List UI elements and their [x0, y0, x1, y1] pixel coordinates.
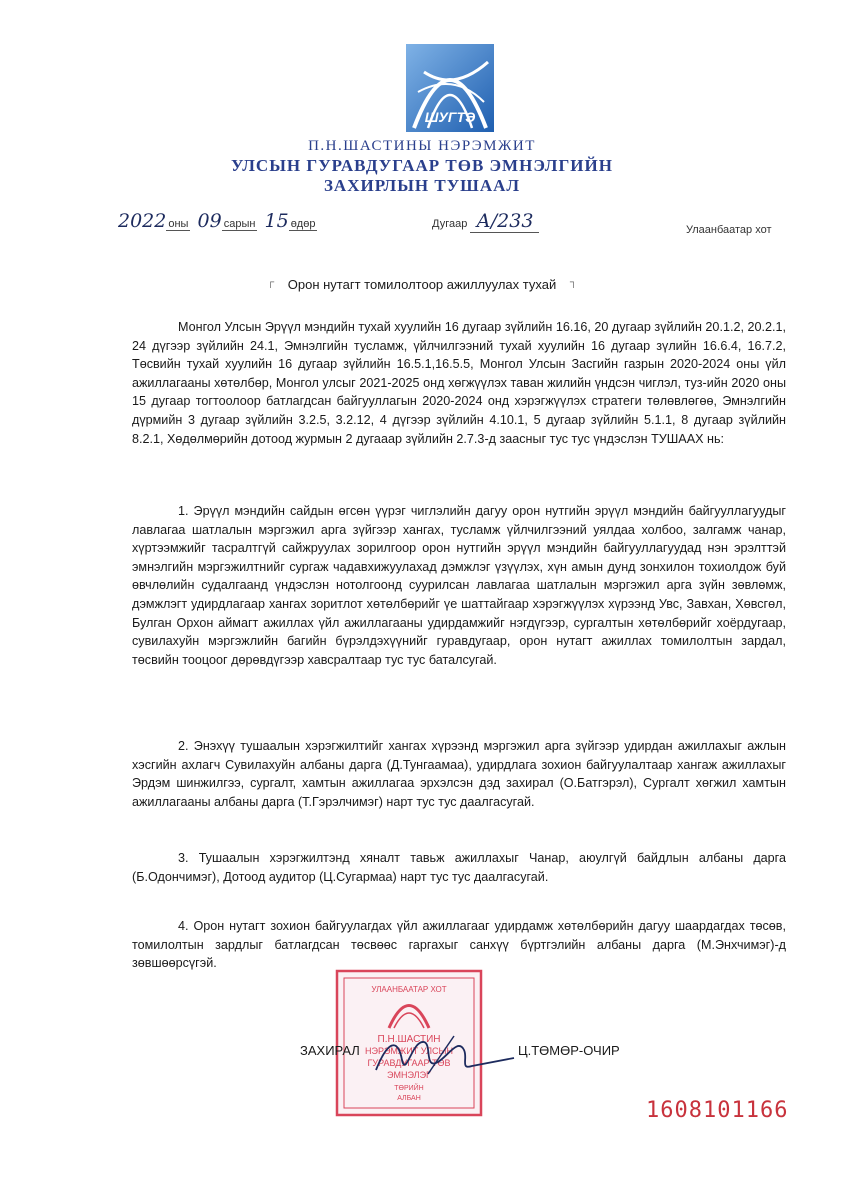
header-line-3: ЗАХИРЛЫН ТУШААЛ — [323, 176, 521, 195]
item-2-paragraph: 2. Энэхүү тушаалын хэрэгжилтийг хангах хүрээнд мэргэжил арга зүйгээр удирдан ажиллахыг ажлын хэсгийн ахлагч Сувилахуйн албаны дарга (Д.Тунгаамаа), удирдлага зохион байгуулалтаар хангаж ажиллахыг Эрдэм шинжилгээ, сургалт, хамтын ажиллагаа эрхэлсэн дэд захирал (О.Батгэрэл), Сургалт хөгжил хамтын ажиллагааны албаны дарга (Т.Гэрэлчимэг) нарт тус тус даалгасугай. — [132, 739, 786, 809]
stamp-line-3: ГУРАВДУГААР ТӨВ — [367, 1058, 451, 1068]
item-1-paragraph: 1. Эрүүл мэндийн сайдын өгсөн үүрэг чиглэлийн дагуу орон нутгийн эрүүл мэндийн байгууллагуудыг лавлагаа шатлалын мэргэжил арга зүйгээр хангах, тусламж үйлчилгээний уялдаа холбоо, залгамж чанар, хүртээмжийг тасралтгүй сайжруулах зорилгоор орон нутгийн эрүүл мэндийн байгууллагуудад нэн эрэлттэй эмнэлгийн мэргэжилтнийг сургаж чадавхижуулахад дэмжлэг үзүүлэх, хүн амын дунд зонхилон тохиолдож буй өвчлөлийн судалгаанд үндэслэн нотолгоонд суурилсан лавлагаа шатлалын мэргэжил арга зүйн зөвлөмж, дэмжлэгт удирдлагаар хангах зоритлот хөтөлбөрийг үе шаттайгаар хэрэгжүүлэх хүрээнд Увс, Завхан, Хөвсгөл, Булган Орхон аймагт ажиллах үйл ажиллагааны удирдамжийг нэгдүгээр, сургалтын хөтөлбөрийг хоёрдугаар, сувилахуйн мэргэжлийн багийн бүрэлдэхүүнийг гуравдугаар, орон нутагт ажиллах томилолтын зардал, төсвийн тооцоог дөрөвдүгээр хавсралтаар тус тус баталсугай. — [132, 504, 786, 667]
date-year: 2022 — [118, 210, 167, 232]
stamp-top-text: УЛААНБААТАР ХОТ — [371, 985, 447, 994]
city: Улаанбаатар хот — [686, 224, 772, 236]
header-line-1: П.Н.ШАСТИНЫ НЭРЭМЖИТ — [308, 138, 536, 154]
serial-number: 1608101166 — [646, 1098, 789, 1123]
date-field — [118, 210, 317, 232]
item-4-paragraph: 4. Орон нутагт зохион байгуулагдах үйл ажиллагааг удирдамж хөтөлбөрийн дагуу шаардагдах төсөв, томилолтын зардлыг батлагдсан төсвөөс гаргахыг санхүү бүртгэлийн албаны дарга (М.Энхчимэг)-д зөвшөөрсүгэй. — [132, 919, 786, 971]
date-day-suffix: өдөр — [290, 218, 316, 230]
item-3-paragraph: 3. Тушаалын хэрэгжилтэнд хяналт тавьж ажиллахыг Чанар, аюулгүй байдлын албаны дарга (Б.Одончимэг), Дотоод аудитор (Ц.Сугармаа) нарт тус тус даалгасугай. — [132, 851, 786, 884]
stamp-line-1: П.Н.ШАСТИН — [377, 1034, 441, 1045]
stamp-line-4: ЭМНЭЛЭГ — [387, 1070, 431, 1080]
handwritten-signature — [368, 1030, 518, 1080]
order-number: А/233 — [470, 210, 539, 233]
order-number-field — [432, 210, 539, 232]
date-month: 09 — [197, 210, 222, 232]
stamp-line-5: ТӨРИЙН — [394, 1085, 424, 1092]
order-subject-text: Орон нутагт томилолтоор ажиллуулах тухай — [287, 277, 557, 292]
date-month-suffix: сарын — [223, 218, 256, 230]
stamp-line-2: НЭРЭМЖИТ УЛСЫН — [364, 1046, 454, 1056]
date-day: 15 — [264, 210, 289, 232]
stamp-line-6: АЛБАН — [397, 1095, 421, 1102]
signatory-title: ЗАХИРАЛ — [300, 1043, 360, 1058]
order-number-label: Дугаар — [432, 218, 468, 230]
signatory-name: Ц.ТӨМӨР-ОЧИР — [518, 1043, 620, 1058]
order-subject: ┌ Орон нутагт томилолтоор ажиллуулах тухай ┐ — [267, 277, 577, 292]
date-year-suffix: оны — [168, 218, 189, 230]
hospital-logo — [404, 42, 496, 134]
header-line-2: УЛСЫН ГУРАВДУГААР ТӨВ ЭМНЭЛГИЙН — [231, 156, 613, 175]
preamble-paragraph: Монгол Улсын Эрүүл мэндийн тухай хуулийн 16 дугаар зүйлийн 16.16, 20 дугаар зүйлийн 20.1.2, 20.2.1, 24 дүгээр зүйлийн 24.1, Эмнэлгийн тусламж, үйлчилгээний тухай хуулийн 16 дугаар зүлийн 16.6.4, 16.7.2, Төсвийн тухай хуулийн 16 дугаар зүйлийн 16.5.1,16.5.5, Монгол Улсын Засгийн газрын 2020-2024 оны үйл ажиллагааны хөтөлбөр, Монгол улсыг 2021-2025 онд хөгжүүлэх таван жилийн үндсэн чиглэл, туз-ийн 2020 оны 15 дугаар тогтоолоор батлагдсан байгууллагын 2020-2024 онд хэрэгжүүлэх стратеги төлөвлөгөө, Эмнэлгийн дүрмийн 3 дугаар зүйлийн 3.2.5, 3.2.12, 4 дүгээр зүйлийн 4.10.1, 5 дугаар зүйлийн 5.1.1, 8 дугаар зүйлийн 8.2.1, Хөдөлмөрийн дотоод журмын 2 дугааар зүйлийн 2.7.3-д заасныг тус тус үндэслэн ТУШААХ нь: — [132, 320, 786, 446]
logo-text: ШУГТЭ — [424, 109, 476, 125]
